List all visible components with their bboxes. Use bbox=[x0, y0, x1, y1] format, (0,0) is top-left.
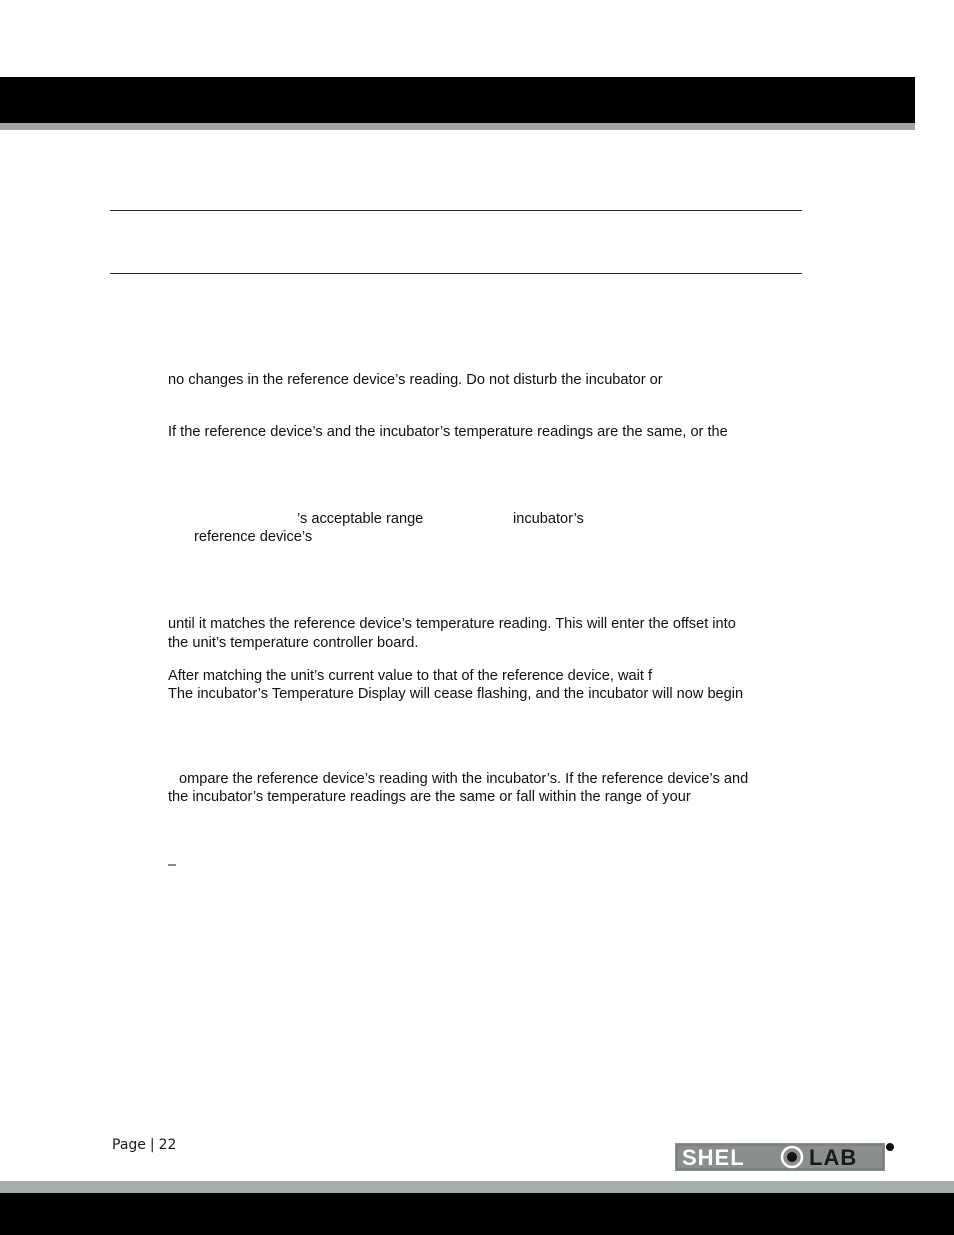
section-rule-bottom bbox=[110, 273, 802, 274]
body-line-11: – bbox=[168, 857, 177, 873]
body-line-5: until it matches the reference device’s temperature reading. This will enter the offset into bbox=[168, 616, 736, 632]
body-line-6: the unit’s temperature controller board. bbox=[168, 635, 419, 651]
page-separator: | bbox=[149, 1137, 155, 1153]
registered-mark-icon bbox=[886, 1143, 894, 1151]
shellab-logo-graphic bbox=[675, 1143, 885, 1171]
page-number: 22 bbox=[158, 1137, 177, 1153]
logo-text-shel: SHEL bbox=[682, 1145, 745, 1170]
header-shadow bbox=[0, 123, 915, 130]
body-line-8: The incubator’s Temperature Display will cease flashing, and the incubator will now begin bbox=[168, 686, 744, 702]
logo-text-lab: LAB bbox=[809, 1145, 858, 1170]
body-line-9: ompare the reference device’s reading with the incubator’s. If the reference device’s and bbox=[179, 771, 749, 787]
footer-bar bbox=[0, 1193, 954, 1235]
header-bar bbox=[0, 77, 915, 123]
footer-band bbox=[0, 1181, 954, 1193]
body-line-2: If the reference device’s and the incubator’s temperature readings are the same, or the bbox=[168, 424, 728, 440]
page-label: Page bbox=[112, 1137, 146, 1153]
section-rule-top bbox=[110, 210, 802, 211]
body-line-1: no changes in the reference device’s reading. Do not disturb the incubator or bbox=[168, 372, 663, 388]
page-number-footer bbox=[112, 1137, 176, 1153]
body-line-7: After matching the unit’s current value to that of the reference device, wait f bbox=[168, 668, 653, 684]
body-line-3a: ’s acceptable range bbox=[297, 511, 424, 527]
body-line-3b: incubator’s bbox=[513, 511, 584, 527]
logo-dot-icon bbox=[787, 1152, 797, 1162]
shellab-logo bbox=[675, 1143, 885, 1171]
body-line-10: the incubator’s temperature readings are the same or fall within the range of your bbox=[168, 789, 691, 805]
body-line-4: reference device’s bbox=[194, 529, 313, 545]
